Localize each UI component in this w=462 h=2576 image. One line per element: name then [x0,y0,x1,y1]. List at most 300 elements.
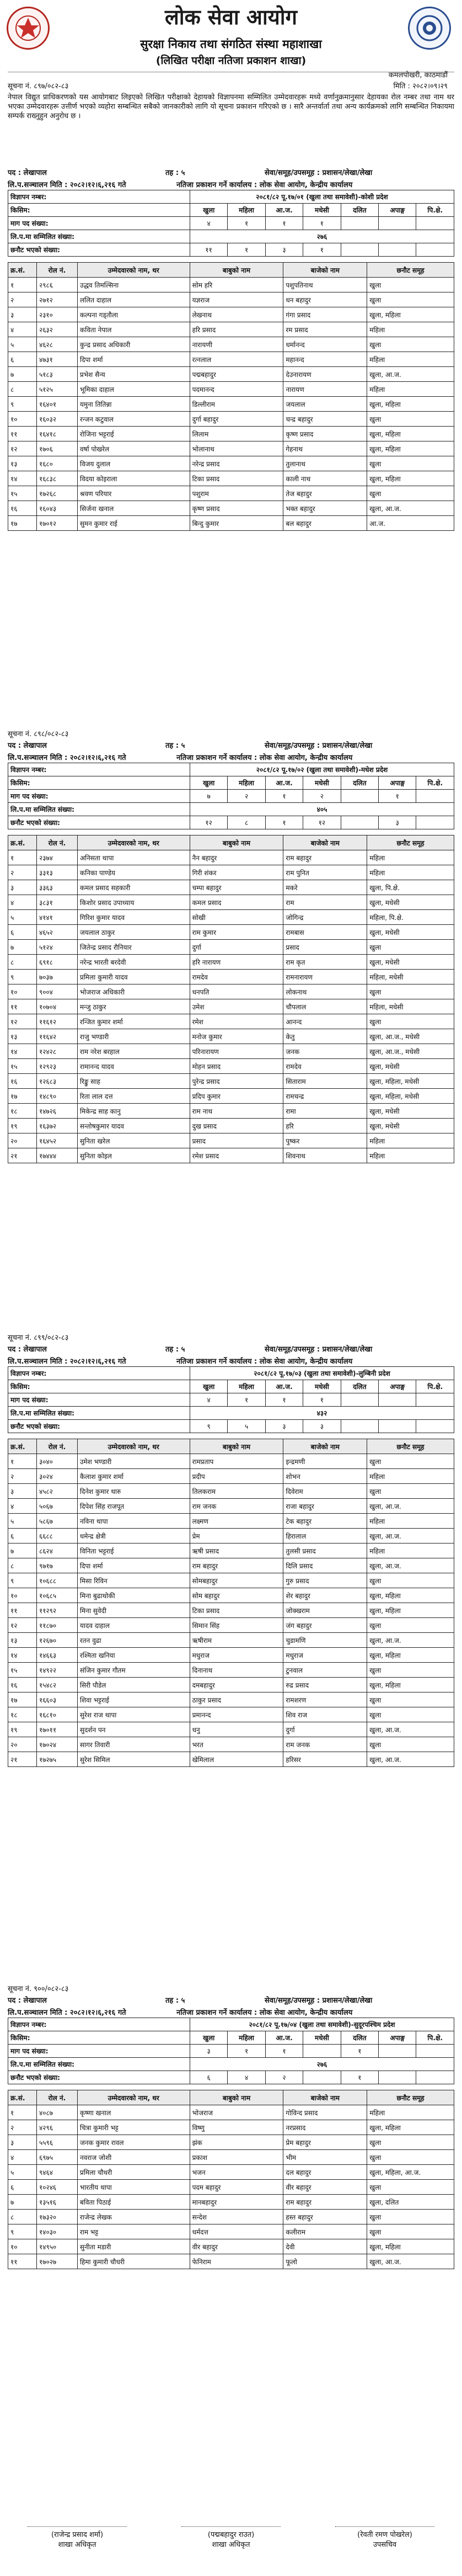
quota-header: मधेसी [303,776,341,790]
column-header: रोल नं. [36,2090,77,2105]
table-cell: १४ [8,471,37,486]
table-cell: महिला [367,382,454,397]
table-cell: १७ [8,1693,37,1707]
table-cell: १६४५२ [36,1133,77,1148]
column-header: उम्मेदवारको नाम, थर [77,2090,190,2105]
quota-header: अपाङ्ग [379,204,416,217]
level-label: तह : ५ [165,1997,185,2005]
vacancy-count: १ [303,1393,341,1407]
table-cell: जयलाल ठाकुर [77,925,190,940]
table-cell: हरिसर [283,1752,367,1767]
table-cell: चन्द्र बहादुर [283,412,367,427]
table-cell: ४ [8,1499,37,1514]
table-cell: खुला [367,278,454,292]
table-row [8,2165,454,2180]
table-cell: मानबहादुर [190,2195,283,2210]
table-cell: खुला [367,2180,454,2195]
table-cell: इन्द्रमणी [283,1454,367,1469]
table-cell: १८ [8,1707,37,1722]
table-row [8,1693,454,1707]
table-cell: गेहनाथ [283,441,367,456]
selected-count: ३ [303,1420,341,1433]
level-label: तह : ५ [165,169,185,177]
signatory [165,2526,297,2549]
table-cell: विजय दुलाल [77,456,190,471]
exam-info-line [0,751,462,763]
table-cell: १४९५० [36,2239,77,2254]
table-cell: कुन्द्र प्रसाद अधिकारी [77,337,190,352]
post-line [0,738,462,751]
table-cell: दमबहादुर [190,1678,283,1693]
table-cell: महानन्द [283,352,367,367]
table-row [8,803,454,816]
selected-count: ३ [265,243,303,257]
column-header: छनौट समूह [367,1439,454,1454]
table-cell: भजन [190,2165,283,2180]
table-cell: सुमन कुमार राई [77,516,190,531]
table-row [8,1407,454,1420]
table-cell: शिवा भट्टराई [77,1693,190,1707]
table-cell: ७०३७ [36,970,77,984]
table-cell: खुला, मधेसी [367,1059,454,1074]
table-row [8,955,454,970]
column-header: क्र.सं. [8,1439,37,1454]
table-cell: लि.प.मा सम्मिलित संख्या: [8,1407,190,1420]
table-cell: माग पद संख्या: [8,2045,190,2058]
table-cell: यमुना तितिन्ना [77,397,190,412]
table-cell: हरि [283,1119,367,1133]
table-cell: विज्ञापन नम्बर: [8,2018,190,2031]
post-line [0,1342,462,1354]
table-cell: ६९७५ [36,2150,77,2165]
table-cell: चित्रा कुमारी भट्ट [77,2120,190,2135]
quota-table [8,2018,454,2084]
table-cell: २ [8,865,37,880]
signatory-name: (राजेन्द्र प्रसाद शर्मा) [51,2531,104,2539]
column-header: बाबुको नाम [190,835,283,850]
table-cell: महिला [367,322,454,337]
table-cell: किसिम: [8,776,190,790]
table-cell: महिला [367,2105,454,2120]
table-cell: खुला, महिला [367,1603,454,1618]
notice-reference: सूचना नं. ८९७/०८२-८३ [8,82,69,91]
table-cell: नैन बहादुर [190,850,283,865]
table-row [8,910,454,925]
quota-header: मधेसी [303,2031,341,2045]
table-row [8,456,454,471]
table-cell: खुला, आ.ज., मधेसी [367,1029,454,1044]
table-cell: मनोज कुमार [190,1029,283,1044]
spacer [0,829,462,835]
table-cell: रामचन्द्र [283,1089,367,1104]
table-cell: खुला, पि.क्षे. [367,880,454,895]
table-row [8,850,454,865]
table-cell: महिला [367,1148,454,1163]
notice-reference: सूचना नं. ९००/०८२-८३ [8,1985,69,1993]
column-header: बाजेको नाम [283,263,367,278]
table-cell: भूमिका दाहाल [77,382,190,397]
table-cell: १६८० [36,456,77,471]
table-cell: खुला, आ.ज. [367,367,454,382]
table-cell: खुला [367,1707,454,1722]
table-cell: भोलानाथ [190,441,283,456]
result-office: नतिजा प्रकाशन गर्ने कार्यालय : लोक सेवा आयोग, केन्द्रीय कार्यालय [176,2009,353,2017]
table-row [8,999,454,1014]
table-cell: प्रमिला कुमारी यादव [77,970,190,984]
table-cell: वर्षा पोखरेल [77,441,190,456]
table-cell: ४५८२ [36,1484,77,1499]
table-cell: नरप्रसाद [283,2120,367,2135]
table-cell: परिनारायण [190,1044,283,1059]
table-cell: झंक [190,2135,283,2150]
column-header: बाबुको नाम [190,263,283,278]
table-cell: विष्णु [190,2120,283,2135]
table-cell: १६८१० [36,1707,77,1722]
table-cell: बिन्दु कुमार [190,516,283,531]
table-cell: १६६०३ [36,1693,77,1707]
column-header: बाजेको नाम [283,835,367,850]
table-cell: खुला, आ.ज. [367,1499,454,1514]
table-cell: १२६८३ [36,1074,77,1089]
table-cell: ८६२४ [36,1544,77,1558]
table-cell: ३३१३ [36,865,77,880]
table-cell: १२ [8,1014,37,1029]
table-cell: खुला, दलित [367,2195,454,2210]
table-cell: रमेश [190,1014,283,1029]
table-cell: तिलकराम [190,1484,283,1499]
vacancy-count [416,2045,454,2058]
table-cell: खुला, आ.ज. [367,1722,454,1737]
table-cell: खुला, आ.ज. [367,2254,454,2269]
table-cell: कनिका पाण्डेय [77,865,190,880]
table-cell: १० [8,2239,37,2254]
table-cell: विदया कोइराला [77,471,190,486]
table-cell: २ [8,292,37,307]
table-cell: विज्ञापन नम्बर: [8,190,190,204]
table-cell: रन्जित कुमार शर्मा [77,1014,190,1029]
selected-count: ९ [190,1420,227,1433]
table-cell: खेमिलाल [190,1752,283,1767]
table-cell: १२४२८ [36,1044,77,1059]
table-cell: मिसा रिविन [77,1573,190,1588]
post-label: पद : लेखापाल [8,1345,47,1354]
table-cell: खुला [367,292,454,307]
result-table [8,262,454,531]
table-row [8,790,454,803]
table-row [8,217,454,230]
table-cell: यज्ञराज [190,292,283,307]
column-header: उम्मेदवारको नाम, थर [77,835,190,850]
table-cell: खुला, मधेसी [367,955,454,970]
table-cell: २० [8,1737,37,1752]
table-cell: उमेश [190,999,283,1014]
selected-count [379,2071,416,2084]
vacancy-count: १ [379,790,416,803]
table-row [8,1737,454,1752]
table-cell: खुला, महिला [367,1648,454,1663]
result-section [0,726,462,1163]
vacancy-count [341,790,378,803]
table-cell: ९७१७ [36,1558,77,1573]
table-cell: ४ [8,322,37,337]
table-row [8,895,454,910]
result-office: नतिजा प्रकाशन गर्ने कार्यालय : लोक सेवा आयोग, केन्द्रीय कार्यालय [176,1358,353,1366]
quota-header: महिला [228,204,265,217]
table-cell: खुला [367,1454,454,1469]
table-cell: प्रदिप कुमार [190,1089,283,1104]
table-cell: १७ [8,516,37,531]
vacancy-count: २ [228,790,265,803]
selected-count: १ [228,243,265,257]
service-label: सेवा/समूह/उपसमूह : प्रशासन/लेखा/लेखा [265,1345,373,1354]
table-cell: डिल्लीराम [190,397,283,412]
table-cell: ठाकुर प्रसाद [190,1693,283,1707]
table-row [8,2224,454,2239]
table-row [8,2195,454,2210]
table-row [8,337,454,352]
selected-count: १ [341,2071,378,2084]
vacancy-count: १ [265,2045,303,2058]
table-cell: ४१४१ [36,910,77,925]
table-cell: खुला [367,2224,454,2239]
exam-date: लि.प.सञ्चालन मिति : २०८२।१२।६,२१६ गते [8,1358,126,1366]
quota-header: आ.ज. [265,2031,303,2045]
table-row [8,471,454,486]
table-cell: खुला [367,337,454,352]
exam-info-line [0,2005,462,2018]
post-label: पद : लेखापाल [8,169,47,177]
selected-count [416,1420,454,1433]
table-cell: खुला [367,1014,454,1029]
selected-count [379,1420,416,1433]
table-cell: चौपलाल [283,999,367,1014]
signatory-title: उपसचिव [373,2541,397,2549]
table-cell: रश्मिता खनिया [77,1648,190,1663]
table-cell: राम कुमार [190,925,283,940]
table-cell: ऋषीराम [190,1633,283,1648]
table-row [8,1618,454,1633]
participant-count: ४३२ [190,1407,454,1420]
table-cell: १४९२२ [36,1663,77,1678]
table-cell: १६४०१ [36,397,77,412]
table-cell: आ.ज. [367,516,454,531]
table-cell: ९४६४ [36,2165,77,2180]
table-cell: गिरी शंकर [190,865,283,880]
table-cell: रतन वुढा [77,1633,190,1648]
table-cell: १६ [8,1074,37,1089]
quota-table [8,1366,454,1433]
table-cell: सोमबहादुर [190,1573,283,1588]
table-cell: सिमान सिंह [190,1618,283,1633]
table-cell: महिला, पि.क्षे. [367,910,454,925]
table-cell: जनक [283,1044,367,1059]
table-cell: प्रेम बहादुर [283,2135,367,2150]
table-cell: ३ [8,880,37,895]
signature-line [181,2526,281,2527]
table-cell: गिरिश कुमार यादव [77,910,190,925]
org-name: लोक सेवा आयोग [164,5,298,29]
table-cell: १७०२७ [36,2254,77,2269]
table-cell: खुला, मधेसी [367,1104,454,1119]
table-cell: १० [8,412,37,427]
vacancy-count: १ [228,1393,265,1407]
result-office: नतिजा प्रकाशन गर्ने कार्यालय : लोक सेवा आयोग, केन्द्रीय कार्यालय [176,754,353,762]
table-cell: ३०२४ [36,1469,77,1484]
signatory-name: (पद्मबहादुर राउत) [207,2531,255,2539]
table-cell: खुला [367,1618,454,1633]
table-cell: हिरालाल [283,1529,367,1544]
table-row [8,1393,454,1407]
table-cell: माग पद संख्या: [8,790,190,803]
column-header: उम्मेदवारको नाम, थर [77,263,190,278]
table-row [8,1029,454,1044]
table-row [8,292,454,307]
table-cell: देउनारायण [283,367,367,382]
post-label: पद : लेखापाल [8,742,47,750]
vacancy-count [416,1393,454,1407]
table-cell: कैलाश कुमार शर्मा [77,1469,190,1484]
table-cell: दिनेश कुमार थारु [77,1484,190,1499]
table-row [8,1648,454,1663]
post-line [0,1993,462,2005]
table-cell: प्रभेश सैन्य [77,367,190,382]
table-cell: रामदेव [190,970,283,984]
table-row [8,1707,454,1722]
table-cell: दुर्गा [190,940,283,955]
table-cell: १४ [8,1648,37,1663]
table-cell: खुला, आ.ज. [367,1529,454,1544]
table-cell: २० [8,1133,37,1148]
table-cell: १५ [8,486,37,501]
table-cell: विज्ञापन नम्बर: [8,1367,190,1380]
table-cell: विज्ञापन नम्बर: [8,763,190,776]
table-cell: २७१२ [36,292,77,307]
advertisement-number: २०८१/८२ पू.१७/०२ (खुला तथा समावेशी)-मधेश प्रदेश [190,763,454,776]
table-cell: देवी [283,2239,367,2254]
table-cell: १० [8,1588,37,1603]
selected-count [341,816,378,829]
signature-block [0,2526,462,2573]
table-cell: केतु [283,1029,367,1044]
result-section [0,1330,462,1767]
table-row [8,880,454,895]
selected-count: ३ [379,816,416,829]
table-row [8,190,454,204]
table-cell: ९ [8,1573,37,1588]
table-cell: रामनारायण [283,970,367,984]
table-row [8,1454,454,1469]
table-cell: ४ [8,895,37,910]
branch-name: (लिखित परीक्षा नतिजा प्रकाशन शाखा) [155,55,307,67]
table-cell: खुला, आ.ज. [367,1558,454,1573]
table-cell: श्रवण परियार [77,486,190,501]
table-cell: २६३२ [36,322,77,337]
table-cell: १६८३८ [36,471,77,486]
table-row [8,940,454,955]
table-cell: जोक्खराम [283,1603,367,1618]
table-cell: रत्नलाल [190,352,283,367]
table-cell: खुला, महिला [367,2120,454,2135]
table-cell: खुला, आ.ज. [367,1633,454,1648]
table-row [8,2071,454,2084]
table-row [8,1633,454,1648]
table-row [8,816,454,829]
table-row [8,1074,454,1089]
table-cell: चुडामणि [283,1633,367,1648]
table-cell: ललित दाहाल [77,292,190,307]
table-row [8,243,454,257]
table-cell: मिकेन्द्र साह कानु [77,1104,190,1119]
table-cell: मकरे [283,880,367,895]
quota-header: खुला [190,1380,227,1393]
signatory-title: शाखा अधिकृत [212,2541,250,2549]
table-cell: रमेश प्रसाद [190,1148,283,1163]
table-row [8,2180,454,2195]
table-cell: राम जनक [283,1737,367,1752]
table-row [8,397,454,412]
result-table [8,835,454,1163]
vacancy-count [341,217,378,230]
table-cell: चम्पा बहादुर [190,880,283,895]
table-cell: १२६७० [36,1633,77,1648]
quota-header: अपाङ्ग [379,776,416,790]
table-cell: राम नरेश बरहाल [77,1044,190,1059]
quota-header: आ.ज. [265,204,303,217]
service-label: सेवा/समूह/उपसमूह : प्रशासन/लेखा/लेखा [265,1997,373,2005]
table-cell: रुद्र प्रसाद [283,1678,367,1693]
column-header: बाजेको नाम [283,2090,367,2105]
table-cell: १६४१८ [36,427,77,441]
column-header: छनौट समूह [367,263,454,278]
table-cell: संजिन कुमार गौतम [77,1663,190,1678]
table-row [8,2239,454,2254]
table-cell: ११ [8,999,37,1014]
quota-header: आ.ज. [265,1380,303,1393]
table-cell: हरि प्रसाद [190,322,283,337]
spacer [0,1433,462,1439]
table-cell: ८ [8,2210,37,2224]
table-cell: १०२४६ [36,2180,77,2195]
table-cell: तुलानाथ [283,456,367,471]
table-cell: १६ [8,1678,37,1693]
table-cell: १७०६ [36,441,77,456]
table-cell: महिला [367,1514,454,1529]
table-cell: जनक कुमार रावल [77,2135,190,2150]
table-cell: १७०११ [36,1722,77,1737]
vacancy-count: १ [265,217,303,230]
table-cell: राम भट्ट [77,2224,190,2239]
spacer [0,2084,462,2090]
table-cell: नरेन्द्र भारती बरदेवी [77,955,190,970]
table-cell: वीर बहादुर [283,2180,367,2195]
table-cell: काली नाथ [283,471,367,486]
table-cell: बविता पिठाई [77,2195,190,2210]
table-cell: टेक बहादुर [283,1514,367,1529]
table-cell: खुला [367,486,454,501]
table-cell: २ [8,1469,37,1484]
exam-date: लि.प.सञ्चालन मिति : २०८२।१२।६,२१६ गते [8,181,126,189]
table-row [8,925,454,940]
table-cell: ५१२५ [36,382,77,397]
table-cell: खुला, महिला [367,441,454,456]
result-office: नतिजा प्रकाशन गर्ने कार्यालय : लोक सेवा आयोग, केन्द्रीय कार्यालय [176,181,353,189]
table-cell: ऋषी प्रसाद [190,1544,283,1558]
table-cell: ५५९६ [36,2135,77,2150]
table-cell: भक्त बहादुर [283,501,367,516]
table-cell: धनपति [190,984,283,999]
column-header: छनौट समूह [367,835,454,850]
table-cell: किसिम: [8,1380,190,1393]
